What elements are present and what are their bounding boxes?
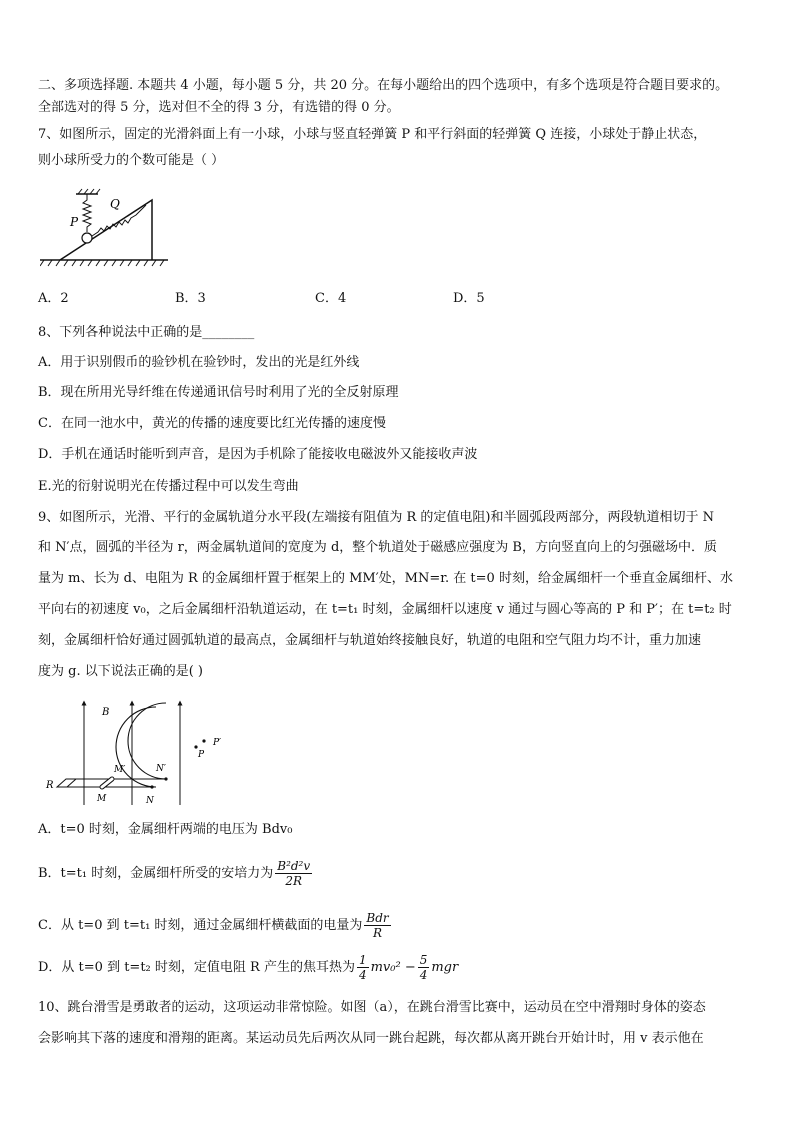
q7-option-d[interactable]: D．5 (453, 291, 485, 306)
q9-stem-line6: 度为 g. 以下说法正确的是( ) (38, 664, 203, 679)
q9-label-m: M (97, 794, 107, 804)
q9-option-b[interactable] (38, 858, 314, 890)
q9-option-d-f1-den: 4 (358, 968, 367, 982)
section-heading-line1: 二、多项选择题. 本题共 4 小题，每小题 5 分，共 20 分。在每小题给出的四个选项中，有多个选项是符合题目要求的。 (38, 78, 729, 93)
q8-option-d[interactable]: D．手机在通话时能听到声音，是因为手机除了能接收电磁波外又能接收声波 (38, 447, 478, 462)
q8-option-a[interactable]: A．用于识别假币的验钞机在验钞时，发出的光是红外线 (38, 355, 360, 370)
q8-option-b[interactable]: B．现在所用光导纤维在传递通讯信号时利用了光的全反射原理 (38, 385, 399, 400)
q8-option-c[interactable]: C．在同一池水中，黄光的传播的速度要比红光传播的速度慢 (38, 416, 386, 431)
q9-option-d-f2-den: 4 (419, 968, 428, 982)
q8-stem: 8、下列各种说法中正确的是________ (38, 325, 255, 340)
q9-stem-line3: 量为 m、长为 d、电阻为 R 的金属细杆置于框架上的 MM′处，MN=r. 在 t=0 时刻，给金属细杆一个垂直金属细杆、水 (38, 571, 733, 586)
q10-stem-line1: 10、跳台滑雪是勇敢者的运动，这项运动非常惊险。如图（a），在跳台滑雪比赛中，运动员在空中滑翔时身体的姿态 (38, 1000, 706, 1015)
q7-option-a[interactable]: A．2 (38, 291, 69, 306)
q9-label-mp: M′ (114, 765, 126, 775)
q9-option-d[interactable] (38, 952, 458, 984)
q9-stem-line5: 刻，金属细杆恰好通过圆弧轨道的最高点，金属细杆与轨道始终接触良好，轨道的电阻和空气阻力均不计，重力加速 (38, 633, 702, 648)
q9-option-d-fraction1 (357, 953, 369, 982)
q9-option-b-text: B．t=t₁ 时刻，金属细杆所受的安培力为 (38, 866, 274, 881)
q9-stem-line2: 和 N′点，圆弧的半径为 r，两金属轨道间的宽度为 d，整个轨道处于磁感应强度为 B，方向竖直向上的匀强磁场中．质 (38, 540, 717, 555)
q9-option-c-text: C．从 t=0 到 t=t₁ 时刻，通过金属细杆横截面的电量为 (38, 918, 363, 933)
q9-rail-figure (42, 697, 242, 809)
q9-label-pp: P′ (213, 738, 222, 748)
q9-stem-line4: 平向右的初速度 v₀，之后金属细杆沿轨道运动，在 t=t₁ 时刻，金属细杆以速度 v 通过与圆心等高的 P 和 P′；在 t=t₂ 时 (38, 602, 732, 617)
section-heading-line2: 全部选对的得 5 分，选对但不全的得 3 分，有选错的得 0 分。 (38, 100, 400, 115)
q9-option-c[interactable] (38, 910, 393, 942)
q9-option-d-fraction2 (418, 953, 430, 982)
q9-label-n: N (146, 796, 154, 806)
q9-label-p: P (198, 750, 205, 760)
q7-option-c[interactable]: C．4 (315, 291, 347, 306)
q7-incline-figure (40, 188, 170, 270)
q7-options (38, 291, 638, 307)
q9-label-b: B (102, 707, 110, 718)
q9-option-d-text: D．从 t=0 到 t=t₂ 时刻，定值电阻 R 产生的焦耳热为 (38, 960, 355, 975)
q9-stem-line1: 9、如图所示，光滑、平行的金属轨道分水平段(左端接有阻值为 R 的定值电阻)和半圆弧段两部分，两段轨道相切于 N (38, 510, 714, 525)
q7-stem-line1: 7、如图所示，固定的光滑斜面上有一小球，小球与竖直轻弹簧 P 和平行斜面的轻弹簧 Q 连接，小球处于静止状态， (38, 127, 707, 142)
q7-label-q: Q (110, 197, 120, 211)
q9-option-d-end: mgr (431, 960, 459, 975)
q9-label-np: N′ (156, 764, 166, 774)
q9-option-b-fraction (275, 859, 312, 888)
q9-option-c-fraction (364, 911, 390, 940)
q9-option-d-mid: mv₀² − (370, 960, 416, 975)
q9-option-b-num: B²d²v (277, 859, 311, 873)
q9-option-b-den: 2R (285, 874, 303, 888)
q9-option-a[interactable]: A．t=0 时刻，金属细杆两端的电压为 Bdv₀ (38, 822, 293, 837)
q9-label-r: R (46, 780, 54, 791)
q9-option-d-f1-num: 1 (358, 953, 367, 967)
q7-stem-line2: 则小球所受力的个数可能是（ ） (38, 153, 225, 168)
q9-option-d-f2-num: 5 (419, 953, 428, 967)
q10-stem-line2: 会影响其下落的速度和滑翔的距离。某运动员先后两次从同一跳台起跳，每次都从离开跳台开始计时，用 v 表示他在 (38, 1031, 704, 1046)
q7-label-p: P (70, 215, 79, 229)
q9-option-c-num: Bdr (366, 911, 389, 925)
q8-option-e[interactable]: E.光的衍射说明光在传播过程中可以发生弯曲 (38, 479, 299, 494)
q7-option-b[interactable]: B．3 (175, 291, 206, 306)
q9-option-c-den: R (373, 926, 383, 940)
